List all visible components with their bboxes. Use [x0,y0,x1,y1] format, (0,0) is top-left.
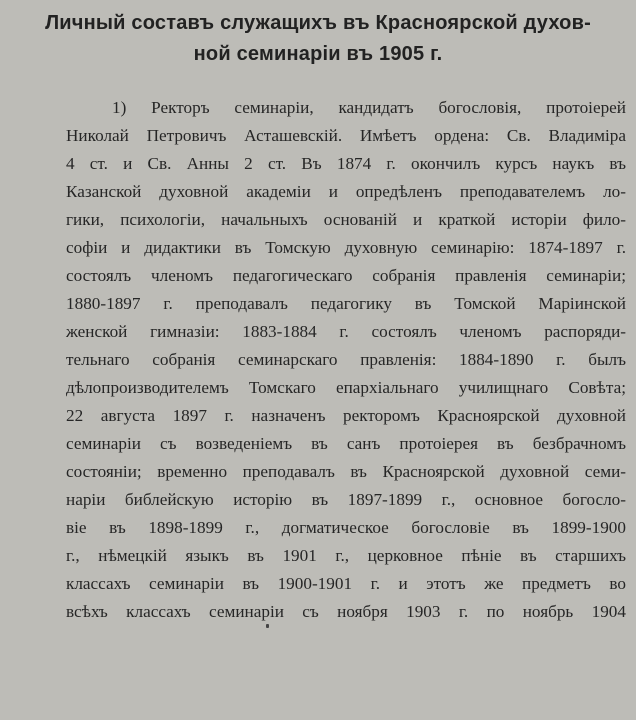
paragraph-line: наріи библейскую исторію въ 1897-1899 г., основное богосло- [66,490,626,509]
paragraph-line: Николай Петровичъ Асташевскій. Имѣетъ ордена: Св. Владиміра [66,126,626,145]
paragraph-line: всѣхъ классахъ семинаріи съ ноября 1903 г. по ноябрь 1904 [66,602,626,621]
paragraph-line: 4 ст. и Св. Анны 2 ст. Въ 1874 г. окончилъ курсъ наукъ въ [66,154,626,173]
ink-mark [266,624,269,628]
paragraph-line: 22 августа 1897 г. назначенъ ректоромъ Красноярской духовной [66,406,626,425]
paragraph-line: Казанской духовной академіи и опредѣленъ преподавателемъ ло- [66,182,626,201]
paragraph-line: віе въ 1898-1899 г., догматическое богословіе въ 1899-1900 [66,518,626,537]
paragraph-line: женской гимназіи: 1883-1884 г. состоялъ членомъ распоряди- [66,322,626,341]
paragraph-line: софіи и дидактики въ Томскую духовную семинарію: 1874-1897 г. [66,238,626,257]
paragraph-line: дѣлопроизводителемъ Томскаго епархіальнаго училищнаго Совѣта; [66,378,626,397]
document-title-line-1: Личный составъ служащихъ въ Красноярской духов- [45,12,591,34]
paragraph-line: 1) Ректоръ семинаріи, кандидатъ богословія, протоіерей [112,98,626,117]
paragraph-line: состояніи; временно преподавалъ въ Красноярской духовной семи- [66,462,626,481]
paragraph-line: тельнаго собранія семинарскаго правленія: 1884-1890 г. былъ [66,350,626,369]
paragraph-line: семинаріи съ возведеніемъ въ санъ протоіерея въ безбрачномъ [66,434,626,453]
document-title-line-2: ной семинаріи въ 1905 г. [193,43,443,65]
paragraph-line: 1880-1897 г. преподавалъ педагогику въ Томской Маріинской [66,294,626,313]
paragraph-line: состоялъ членомъ педагогическаго собранія правленія семинаріи; [66,266,626,285]
paragraph-line: гики, психологіи, начальныхъ основаній и краткой исторіи фило- [66,210,626,229]
paragraph-line: г., нѣмецкій языкъ въ 1901 г., церковное пѣніе въ старшихъ [66,546,626,565]
paragraph-line: классахъ семинаріи въ 1900-1901 г. и этотъ же предметъ во [66,574,626,593]
